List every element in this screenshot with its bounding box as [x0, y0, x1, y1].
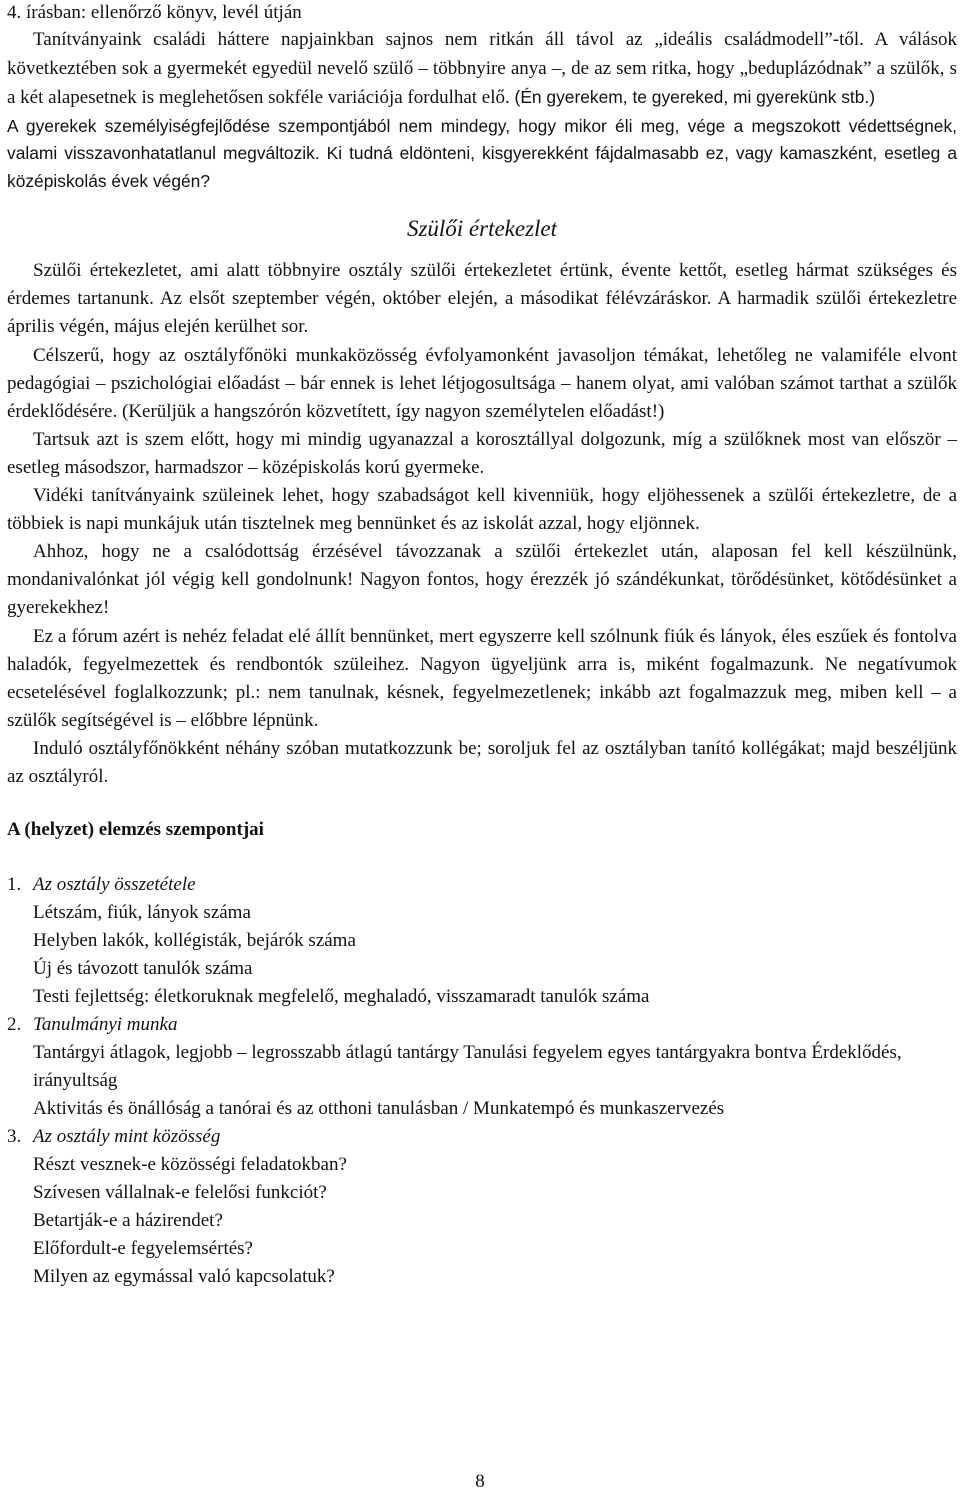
list-item: Milyen az egymással való kapcsolatuk? [33, 1266, 335, 1288]
list-item: Helyben lakók, kollégisták, bejárók száma [33, 930, 356, 952]
intro-paragraph-2: A gyerekek személyiségfejlődése szempontjából nem mindegy, hogy mikor éli meg, vége a megszokott védettségnek, valami visszavonhatatlanul megváltozik. Ki tudná eldönteni, kisgyerekként fájdalmasabb ez, vagy kamaszként, esetleg a középiskolás évek végén? [7, 115, 957, 191]
list-title: Az osztály összetétele [33, 874, 196, 896]
analysis-group-heading [7, 1011, 957, 1039]
list-item: Előfordult-e fegyelemsértés? [33, 1238, 253, 1260]
analysis-group-1 [7, 871, 957, 1011]
intro-paragraph-1-text: Tanítványaink családi háttere napjainkban sajnos nem ritkán áll távol az „ideális családmodell”-től. A válások következtében sok a gyermekét egyedül nevelő szülő – többnyire anya –, de az sem ritka, hogy „beduplázódnak” a szülők, s a két alapesetnek is meglehetősen sokféle variációja fordulhat elő. [7, 29, 957, 109]
list-item: Létszám, fiúk, lányok száma [33, 902, 251, 924]
section-paragraph-3: Tartsuk azt is szem előtt, hogy mi mindig ugyanazzal a korosztállyal dolgozunk, míg a szülőknek most van először – esetleg másodszor, harmadszor – középiskolás korú gyermeke. [7, 428, 957, 478]
section-paragraph-6: Ez a fórum azért is nehéz feladat elé állít bennünket, mert egyszerre kell szólnunk fiúk és lányok, éles eszűek és fontolva haladók, fegyelmezettek és rendbontók szüleihez. Nagyon ügyeljünk arra is, miként fogalmazunk. Ne negatívumok ecsetelésével foglalkozzunk; pl.: nem tanulnak, késnek, fegyelmezetlenek; inkább azt fogalmazzuk meg, miben kell – a szülők segítségével is – előbbre lépnünk. [7, 625, 957, 731]
section-paragraph-2: Célszerű, hogy az osztályfőnöki munkaközösség évfolyamonként javasoljon témákat, lehetőleg ne valamiféle elvont pedagógiai – pszichológiai előadást – bár ennek is lehet létjogosultsága – hanem olyat, ami valóban számot tarthat a szülők érdeklődésére. (Kerüljük a hangszórón közvetített, így nagyon személytelen előadást!) [7, 344, 957, 422]
document-page [7, 0, 957, 1291]
section-paragraph-5: Ahhoz, hogy ne a csalódottság érzésével távozzanak a szülői értekezlet után, alaposan fel kell készülnünk, mondanivalónkat jól végig kell gondolnunk! Nagyon fontos, hogy érezzék jó szándékunkat, törődésünket, kötődésünket a gyerekekhez! [7, 541, 957, 619]
list-item: Tantárgyi átlagok, legjobb – legrosszabb átlagú tantárgy Tanulási fegyelem egyes tantárgyakra bontva Érdeklődés, irányultság [33, 1042, 902, 1092]
list-title: Az osztály mint közösség [33, 1126, 221, 1148]
page-number: 8 [475, 1471, 485, 1492]
list-item: Testi fejlettség: életkoruknak megfelelő, meghaladó, visszamaradt tanulók száma [33, 986, 650, 1008]
intro-item-4: 4. írásban: ellenőrző könyv, levél útján [7, 2, 302, 23]
analysis-group-2 [7, 1011, 957, 1123]
section-paragraph-4: Vidéki tanítványaink szüleinek lehet, hogy szabadságot kell kivenniük, hogy eljöhessenek a szülői értekezletre, de a többiek is napi munkájuk után tisztelnek meg bennünket és az iskolát azzal, hogy eljönnek. [7, 485, 957, 535]
section-paragraph-7: Induló osztályfőnökként néhány szóban mutatkozzunk be; soroljuk fel az osztályban tanító kollégákat; majd beszéljünk az osztályról. [7, 737, 957, 787]
list-number: 2. [7, 1014, 22, 1036]
intro-paragraph-1 [7, 26, 957, 113]
list-item: Új és távozott tanulók száma [33, 958, 253, 980]
analysis-group-heading [7, 871, 957, 899]
intro-paragraph-1-sans-text: (Én gyerekem, te gyereked, mi gyerekünk stb.) [514, 87, 876, 108]
list-number: 1. [7, 874, 22, 896]
analysis-group-heading [7, 1123, 957, 1151]
list-item: Szívesen vállalnak-e felelősi funkciót? [33, 1182, 327, 1204]
section-title: Szülői értekezlet [406, 216, 558, 242]
list-item: Aktivitás és önállóság a tanórai és az otthoni tanulásban / Munkatempó és munkaszervezés [33, 1098, 725, 1120]
section-paragraph-1: Szülői értekezletet, ami alatt többnyire osztály szülői értekezletet értünk, évente kettőt, esetleg hármat szükséges és érdemes tartanunk. Az elsőt szeptember végén, október elején, a másodikat félévzáráskor. A harmadik szülői értekezletre április végén, május elején kerülhet sor. [7, 260, 957, 338]
list-number: 3. [7, 1126, 22, 1148]
analysis-heading: A (helyzet) elemzés szempontjai [7, 819, 264, 841]
analysis-group-3 [7, 1123, 957, 1291]
list-title: Tanulmányi munka [33, 1014, 178, 1036]
list-item: Részt vesznek-e közösségi feladatokban? [33, 1154, 347, 1176]
list-item: Betartják-e a házirendet? [33, 1210, 223, 1232]
